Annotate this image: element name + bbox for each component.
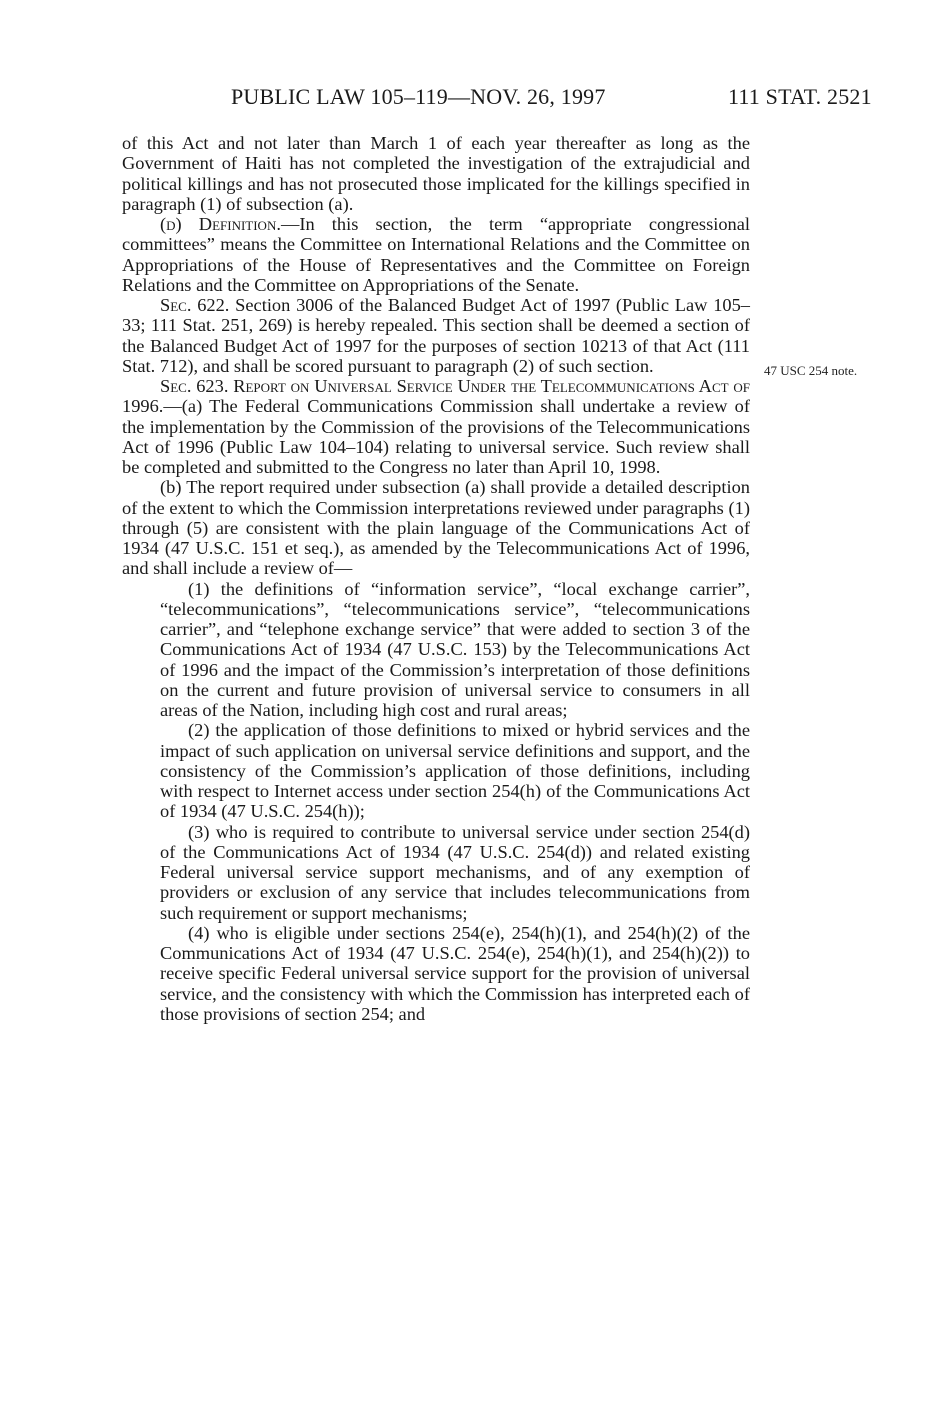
list-item: (4) who is eligible under sections 254(e), 254(h)(1), and 254(h)(2) of the Communications Act of 1934 (47 U.S.C. 254(e), 254(h)(1), and 254(h)(2)) to receive specific Federal universal service support for the provision of universal service, and the consistency with which the Commission has interpreted each of those provisions of section 254; and (160, 922, 750, 1024)
definition-heading: (d) Definition. (160, 214, 281, 234)
paragraph-b: (b) The report required under subsection (a) shall provide a detailed description of the extent to which the Commission interpretations reviewed under paragraphs (1) through (5) are consistent with the plain language of the Communications Act of 1934 (47 U.S.C. 151 et seq.), as amended by the Telecommunications Act of 1996, and shall include a review of— (122, 477, 750, 579)
list-item: (1) the definitions of “information service”, “local exchange carrier”, “telecommunications”, “telecommunications service”, “telecommunications carrier”, and “telephone exchange service” that were added to section 3 of the Communications Act of 1934 (47 U.S.C. 153) by the Telecommunications Act of 1996 and the impact of the Commission’s interpretation of those definitions on the current and future provision of universal service to consumers in all areas of the Nation, including high cost and rural areas; (160, 578, 750, 720)
paragraph-definition (122, 214, 750, 295)
section-623-heading: Sec. 623. Report on Universal Service Under the Telecommunications Act of 1996. (122, 376, 750, 417)
section-623-text: —(a) The Federal Communications Commission shall undertake a review of the implementation by the Commission of the provisions of the Telecommunications Act of 1996 (Public Law 104–104) relating to universal service. Such review shall be completed and submitted to the Congress no later than April 10, 1998. (122, 396, 750, 477)
running-head (0, 84, 949, 114)
list-item: (2) the application of those definitions to mixed or hybrid services and the impact of such application on universal service definitions and support, and the consistency of the Commission’s application of those definitions, including with respect to Internet access under section 254(h) of the Communications Act of 1934 (47 U.S.C. 254(h)); (160, 720, 750, 822)
section-622-text: Section 3006 of the Balanced Budget Act of 1997 (Public Law 105–33; 111 Stat. 251, 269) is hereby repealed. This section shall be deemed a section of the Balanced Budget Act of 1997 for the purposes of section 10213 of that Act (111 Stat. 712), and shall be scored pursuant to paragraph (2) of such section. (122, 295, 751, 376)
running-head-title: PUBLIC LAW 105–119—NOV. 26, 1997 (231, 84, 606, 109)
section-622-label: Sec. 622. (160, 295, 230, 315)
body-text (122, 133, 750, 1024)
definition-text: —In this section, the term “appropriate congressional committees” means the Committee on International Relations and the Committee on Appropriations of the House of Representatives and the Committee on Foreign Relations and the Committee on Appropriations of the Senate. (122, 214, 750, 295)
list-item: (3) who is required to contribute to universal service under section 254(d) of the Communications Act of 1934 (47 U.S.C. 254(d)) and related existing Federal universal service support mechanisms, and of any exemption of providers or exclusion of any service that includes telecommunications from such requirement or support mechanisms; (160, 821, 750, 923)
paragraph-continuation: of this Act and not later than March 1 of each year thereafter as long as the Government of Haiti has not completed the investigation of the extrajudicial and political killings and has not prosecuted those implicated for the killings specified in paragraph (1) of subsection (a). (122, 133, 750, 214)
section-622 (122, 295, 750, 376)
margin-note: 47 USC 254 note. (764, 363, 858, 378)
section-623 (122, 376, 750, 477)
running-head-stat-citation: 111 STAT. 2521 (728, 84, 872, 109)
